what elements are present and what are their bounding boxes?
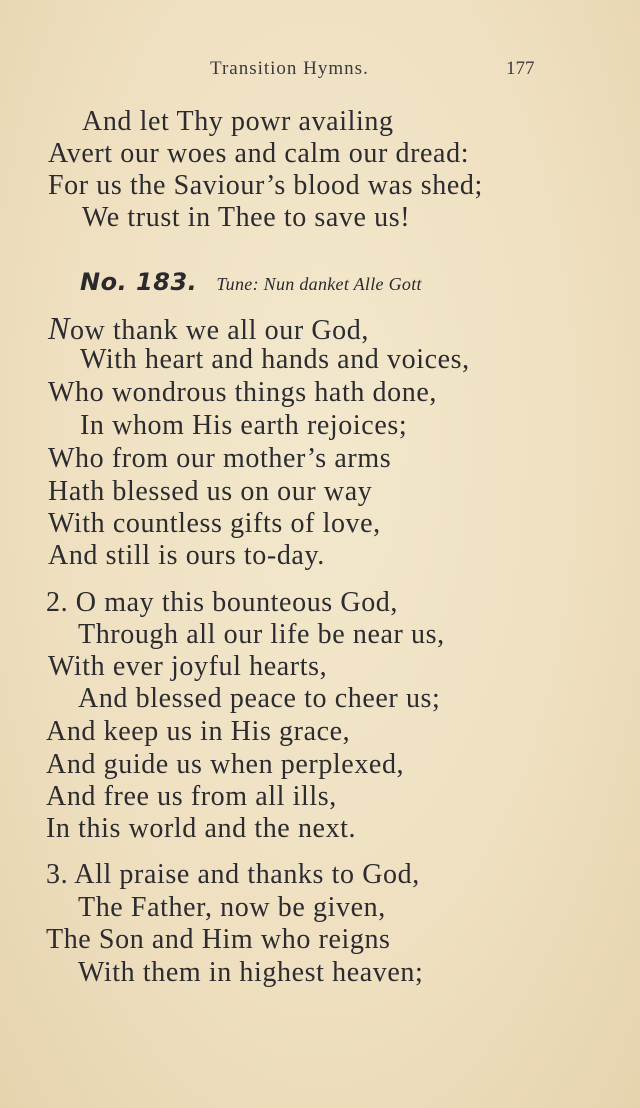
verse-line: Avert our woes and calm our dread:: [48, 138, 470, 169]
verse-line: And free us from all ills,: [46, 781, 337, 812]
verse-line: The Father, now be given,: [78, 892, 386, 923]
verse-line: Hath blessed us on our way: [48, 476, 373, 507]
drop-cap: N: [48, 310, 70, 346]
verse-line: In whom His earth rejoices;: [80, 410, 408, 441]
hymn-number: No. 183.: [80, 268, 198, 296]
running-title: Transition Hymns.: [210, 58, 369, 79]
verse-line: With ever joyful hearts,: [48, 651, 328, 682]
verse-line: We trust in Thee to save us!: [82, 202, 411, 233]
verse-line: And blessed peace to cheer us;: [78, 683, 441, 714]
verse-line: For us the Saviour’s blood was shed;: [48, 170, 483, 201]
verse-line: Who from our mother’s arms: [48, 443, 392, 474]
verse-line: Who wondrous things hath done,: [48, 377, 437, 408]
verse-line: Through all our life be near us,: [78, 619, 445, 650]
tune-name: Tune: Nun danket Alle Gott: [216, 274, 422, 294]
verse-line: And guide us when perplexed,: [46, 749, 405, 780]
hymn-heading: [80, 268, 422, 296]
first-line-text: ow thank we all our God,: [69, 315, 369, 346]
verse-line: 2. O may this bounteous God,: [46, 587, 399, 618]
verse-line: 3. All praise and thanks to God,: [46, 859, 420, 890]
verse-line: In this world and the next.: [46, 813, 357, 844]
verse-line: And still is ours to-day.: [48, 540, 325, 571]
verse-line: And keep us in His grace,: [46, 716, 351, 747]
verse-line-first: [48, 312, 369, 347]
verse-line: And let Thy powr availing: [82, 106, 394, 137]
verse-line: With them in highest heaven;: [78, 957, 424, 988]
verse-line: With heart and hands and voices,: [80, 344, 470, 375]
verse-line: The Son and Him who reigns: [46, 924, 391, 955]
page-number: 177: [506, 58, 535, 79]
verse-line: With countless gifts of love,: [48, 508, 381, 539]
